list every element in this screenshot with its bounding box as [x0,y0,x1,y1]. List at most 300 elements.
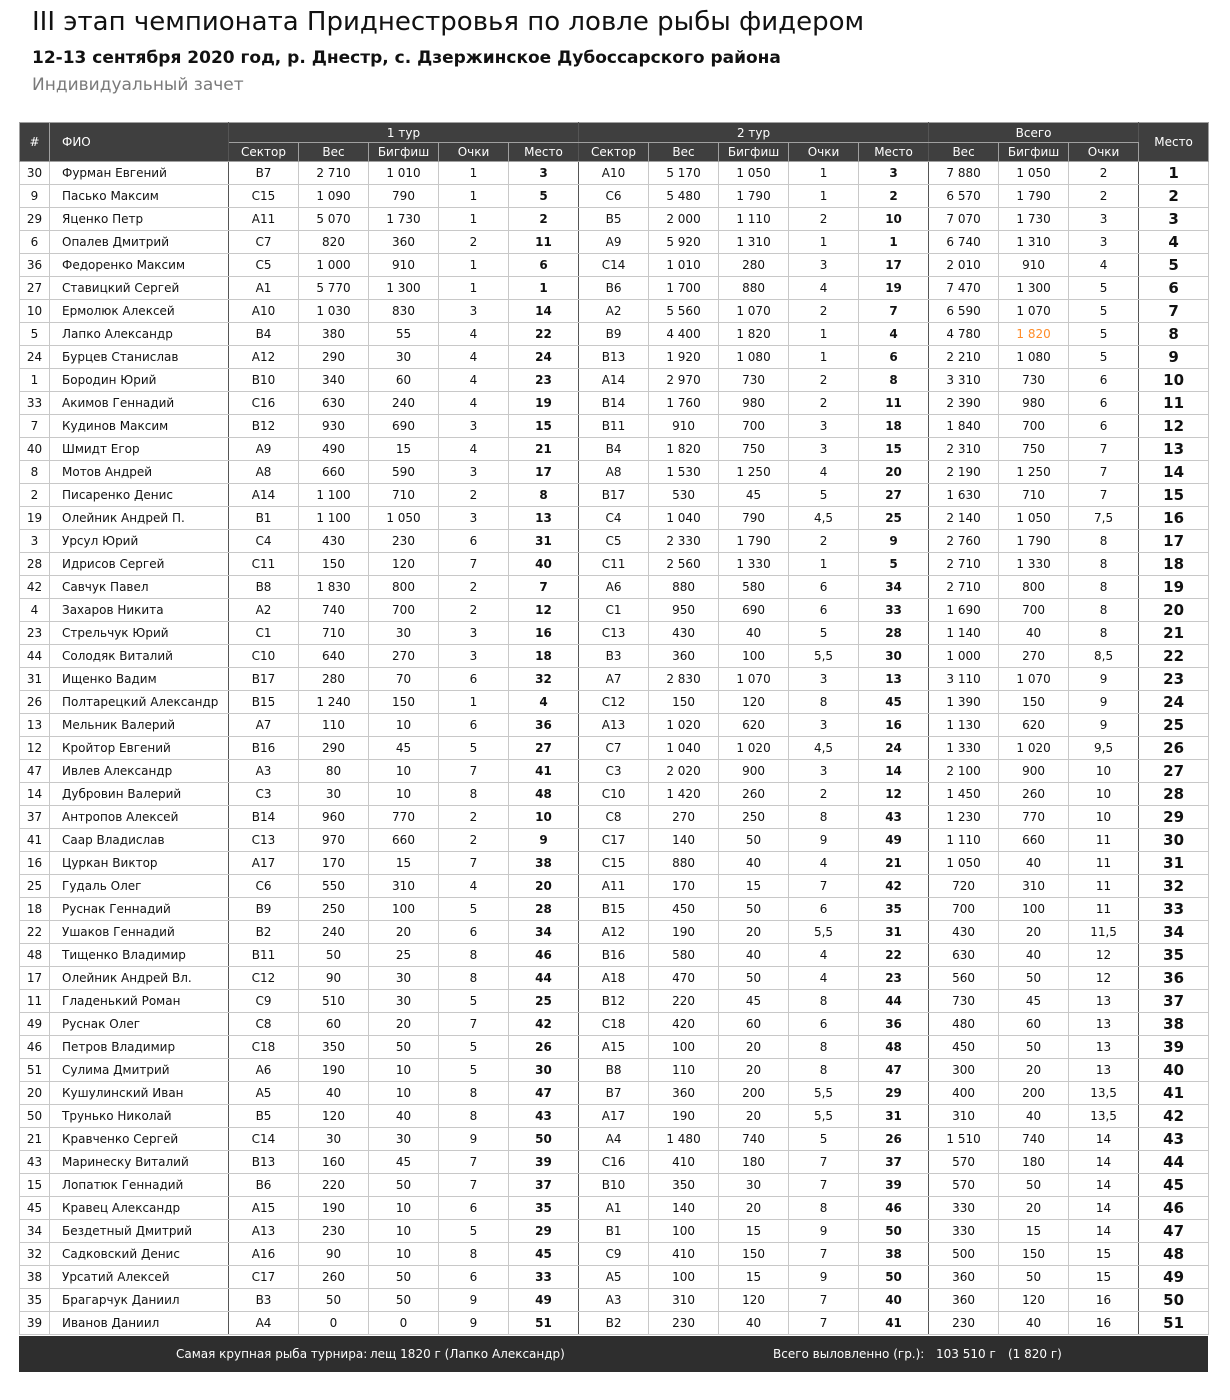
cell-r2-place: 28 [859,622,929,645]
cell-total-weight: 360 [929,1266,999,1289]
cell-r1-place: 50 [509,1128,579,1151]
table-row [20,254,1209,277]
cell-r2-place: 9 [859,530,929,553]
cell-r2-weight: 360 [649,645,719,668]
table-row [20,1013,1209,1036]
cell-r2-bigfish: 260 [719,783,789,806]
cell-r2-sector: B15 [579,898,649,921]
cell-total-bigfish: 710 [999,484,1069,507]
cell-total-weight: 1 690 [929,599,999,622]
cell-total-bigfish: 20 [999,921,1069,944]
cell-final-place: 35 [1139,944,1209,967]
cell-r1-bigfish: 10 [369,783,439,806]
cell-total-points: 14 [1069,1128,1139,1151]
cell-r2-weight: 1 480 [649,1128,719,1151]
cell-total-weight: 2 210 [929,346,999,369]
cell-r2-weight: 4 400 [649,323,719,346]
cell-final-place: 15 [1139,484,1209,507]
cell-total-weight: 1 390 [929,691,999,714]
cell-r1-place: 19 [509,392,579,415]
cell-r1-bigfish: 360 [369,231,439,254]
cell-r2-points: 4 [789,461,859,484]
cell-r2-weight: 1 920 [649,346,719,369]
page-category: Индивидуальный зачет [32,75,244,95]
cell-r1-sector: A15 [229,1197,299,1220]
table-row [20,1243,1209,1266]
cell-r1-points: 5 [439,1220,509,1243]
table-row [20,507,1209,530]
cell-r2-weight: 1 040 [649,507,719,530]
cell-r2-bigfish: 980 [719,392,789,415]
cell-r2-sector: C13 [579,622,649,645]
cell-r2-sector: B4 [579,438,649,461]
cell-r1-sector: B3 [229,1289,299,1312]
cell-r2-bigfish: 120 [719,691,789,714]
cell-r2-sector: A10 [579,162,649,185]
cell-r2-place: 6 [859,346,929,369]
cell-r2-points: 8 [789,806,859,829]
cell-r1-sector: A11 [229,208,299,231]
cell-total-bigfish: 660 [999,829,1069,852]
cell-r1-place: 26 [509,1036,579,1059]
cell-r2-points: 6 [789,599,859,622]
cell-name: Ставицкий Сергей [50,277,229,300]
cell-r2-place: 16 [859,714,929,737]
cell-r2-points: 1 [789,231,859,254]
cell-final-place: 5 [1139,254,1209,277]
cell-r1-sector: C7 [229,231,299,254]
table-row [20,1151,1209,1174]
cell-r2-place: 49 [859,829,929,852]
table-row [20,415,1209,438]
cell-r1-place: 40 [509,553,579,576]
cell-final-place: 16 [1139,507,1209,530]
cell-r1-bigfish: 30 [369,1128,439,1151]
cell-final-place: 7 [1139,300,1209,323]
cell-r1-bigfish: 10 [369,1197,439,1220]
table-row [20,967,1209,990]
cell-r1-weight: 820 [299,231,369,254]
cell-r1-weight: 80 [299,760,369,783]
cell-total-bigfish: 900 [999,760,1069,783]
cell-r2-points: 8 [789,990,859,1013]
cell-r1-bigfish: 15 [369,852,439,875]
cell-r1-points: 4 [439,369,509,392]
cell-r1-place: 48 [509,783,579,806]
cell-r1-sector: B2 [229,921,299,944]
cell-r1-bigfish: 50 [369,1289,439,1312]
cell-name: Федоренко Максим [50,254,229,277]
cell-r2-place: 4 [859,323,929,346]
header-total-points: Очки [1069,143,1139,162]
cell-r2-points: 4 [789,944,859,967]
cell-num: 29 [20,208,50,231]
cell-r2-bigfish: 1 080 [719,346,789,369]
cell-name: Бездетный Дмитрий [50,1220,229,1243]
cell-r2-bigfish: 20 [719,1059,789,1082]
cell-r1-points: 8 [439,1082,509,1105]
cell-r1-bigfish: 50 [369,1266,439,1289]
cell-r2-points: 5,5 [789,1082,859,1105]
cell-r1-points: 6 [439,921,509,944]
cell-r1-bigfish: 30 [369,967,439,990]
cell-r2-sector: A18 [579,967,649,990]
cell-r1-points: 1 [439,691,509,714]
cell-r2-weight: 220 [649,990,719,1013]
cell-name: Петров Владимир [50,1036,229,1059]
cell-r1-bigfish: 45 [369,737,439,760]
cell-r2-sector: B14 [579,392,649,415]
cell-r2-sector: B5 [579,208,649,231]
cell-r2-sector: B17 [579,484,649,507]
cell-r1-sector: C8 [229,1013,299,1036]
cell-total-bigfish: 700 [999,415,1069,438]
cell-r1-points: 6 [439,1266,509,1289]
cell-r2-sector: A2 [579,300,649,323]
cell-total-weight: 360 [929,1289,999,1312]
cell-r1-place: 7 [509,576,579,599]
cell-r1-weight: 0 [299,1312,369,1335]
cell-r1-bigfish: 30 [369,622,439,645]
cell-r2-place: 3 [859,162,929,185]
cell-r2-sector: C4 [579,507,649,530]
cell-r1-place: 51 [509,1312,579,1335]
cell-name: Кушулинский Иван [50,1082,229,1105]
cell-r1-place: 22 [509,323,579,346]
cell-total-weight: 230 [929,1312,999,1335]
cell-r1-sector: A9 [229,438,299,461]
cell-r1-sector: A12 [229,346,299,369]
cell-r2-points: 4 [789,277,859,300]
table-row [20,346,1209,369]
cell-r2-sector: C15 [579,852,649,875]
cell-total-weight: 430 [929,921,999,944]
cell-r2-weight: 1 820 [649,438,719,461]
cell-r2-weight: 100 [649,1266,719,1289]
header-r2-bigfish: Бигфиш [719,143,789,162]
cell-name: Писаренко Денис [50,484,229,507]
cell-name: Трунько Николай [50,1105,229,1128]
cell-r2-sector: C9 [579,1243,649,1266]
cell-final-place: 48 [1139,1243,1209,1266]
cell-r2-place: 43 [859,806,929,829]
cell-r1-sector: B5 [229,1105,299,1128]
cell-r2-points: 8 [789,1059,859,1082]
cell-r1-points: 9 [439,1312,509,1335]
cell-r1-weight: 30 [299,783,369,806]
table-row [20,1036,1209,1059]
cell-r1-place: 29 [509,1220,579,1243]
cell-r1-weight: 230 [299,1220,369,1243]
cell-r2-points: 3 [789,438,859,461]
cell-r1-bigfish: 1 730 [369,208,439,231]
cell-r1-bigfish: 100 [369,898,439,921]
cell-name: Мельник Валерий [50,714,229,737]
table-row [20,1312,1209,1335]
cell-r1-sector: B15 [229,691,299,714]
cell-r2-place: 15 [859,438,929,461]
header-total-bigfish: Бигфиш [999,143,1069,162]
cell-num: 23 [20,622,50,645]
cell-r1-points: 3 [439,507,509,530]
cell-r2-place: 38 [859,1243,929,1266]
cell-r2-weight: 1 760 [649,392,719,415]
cell-final-place: 44 [1139,1151,1209,1174]
cell-total-points: 3 [1069,231,1139,254]
cell-r1-place: 45 [509,1243,579,1266]
cell-total-bigfish: 20 [999,1197,1069,1220]
cell-r1-points: 4 [439,875,509,898]
cell-r1-sector: C12 [229,967,299,990]
cell-name: Цуркан Виктор [50,852,229,875]
cell-r2-bigfish: 20 [719,1197,789,1220]
header-r1-points: Очки [439,143,509,162]
cell-r1-place: 35 [509,1197,579,1220]
cell-r1-place: 37 [509,1174,579,1197]
cell-total-weight: 3 310 [929,369,999,392]
cell-total-bigfish: 40 [999,944,1069,967]
cell-r1-points: 6 [439,714,509,737]
cell-total-weight: 560 [929,967,999,990]
cell-name: Солодяк Виталий [50,645,229,668]
cell-r1-place: 18 [509,645,579,668]
cell-r1-sector: C4 [229,530,299,553]
cell-r1-sector: C14 [229,1128,299,1151]
cell-r2-sector: A9 [579,231,649,254]
cell-r2-points: 1 [789,346,859,369]
header-name: ФИО [50,123,229,162]
cell-r2-sector: C8 [579,806,649,829]
cell-total-points: 3 [1069,208,1139,231]
cell-total-points: 6 [1069,392,1139,415]
cell-r2-place: 41 [859,1312,929,1335]
cell-r1-points: 3 [439,300,509,323]
cell-num: 34 [20,1220,50,1243]
cell-r2-weight: 2 560 [649,553,719,576]
cell-num: 4 [20,599,50,622]
cell-final-place: 43 [1139,1128,1209,1151]
cell-r2-sector: C10 [579,783,649,806]
cell-num: 36 [20,254,50,277]
cell-num: 16 [20,852,50,875]
cell-r1-bigfish: 690 [369,415,439,438]
table-row [20,1105,1209,1128]
cell-r1-weight: 710 [299,622,369,645]
cell-r2-bigfish: 15 [719,1220,789,1243]
cell-total-points: 2 [1069,162,1139,185]
cell-name: Саар Владислав [50,829,229,852]
cell-num: 42 [20,576,50,599]
cell-total-points: 11 [1069,829,1139,852]
cell-total-bigfish: 1 050 [999,162,1069,185]
cell-total-weight: 1 840 [929,415,999,438]
table-row [20,852,1209,875]
cell-r2-sector: C3 [579,760,649,783]
cell-r1-points: 5 [439,737,509,760]
cell-r2-sector: B6 [579,277,649,300]
cell-total-points: 5 [1069,323,1139,346]
cell-r2-bigfish: 15 [719,875,789,898]
cell-final-place: 37 [1139,990,1209,1013]
cell-r1-points: 3 [439,461,509,484]
cell-total-weight: 480 [929,1013,999,1036]
cell-final-place: 22 [1139,645,1209,668]
cell-total-bigfish: 1 080 [999,346,1069,369]
cell-num: 9 [20,185,50,208]
cell-r2-weight: 5 170 [649,162,719,185]
cell-r1-weight: 510 [299,990,369,1013]
biggest-fish-label: Самая крупная рыба турнира: [176,1347,368,1361]
cell-r2-weight: 530 [649,484,719,507]
cell-num: 24 [20,346,50,369]
header-round-2: 2 тур [579,123,929,143]
cell-r1-weight: 1 090 [299,185,369,208]
cell-num: 39 [20,1312,50,1335]
table-row [20,185,1209,208]
cell-total-points: 10 [1069,760,1139,783]
cell-name: Брагарчук Даниил [50,1289,229,1312]
cell-r2-place: 17 [859,254,929,277]
header-total: Всего [929,123,1139,143]
cell-r1-sector: B14 [229,806,299,829]
table-row [20,783,1209,806]
cell-total-points: 9 [1069,691,1139,714]
cell-r2-place: 46 [859,1197,929,1220]
cell-name: Сулима Дмитрий [50,1059,229,1082]
cell-total-points: 9 [1069,668,1139,691]
cell-r1-sector: B11 [229,944,299,967]
table-row [20,1059,1209,1082]
cell-num: 22 [20,921,50,944]
cell-r2-place: 18 [859,415,929,438]
cell-name: Лапко Александр [50,323,229,346]
table-row [20,277,1209,300]
header-round-1: 1 тур [229,123,579,143]
cell-r2-bigfish: 1 070 [719,668,789,691]
cell-r2-place: 50 [859,1220,929,1243]
cell-r2-bigfish: 1 050 [719,162,789,185]
cell-r2-bigfish: 1 020 [719,737,789,760]
cell-r1-sector: C10 [229,645,299,668]
cell-r1-place: 41 [509,760,579,783]
cell-r2-weight: 410 [649,1151,719,1174]
cell-r2-points: 5 [789,622,859,645]
cell-r1-bigfish: 30 [369,990,439,1013]
cell-r2-weight: 2 830 [649,668,719,691]
cell-num: 8 [20,461,50,484]
cell-r1-weight: 40 [299,1082,369,1105]
cell-r2-weight: 1 020 [649,714,719,737]
cell-total-points: 13 [1069,990,1139,1013]
cell-r2-sector: C17 [579,829,649,852]
cell-r1-points: 4 [439,323,509,346]
cell-r1-points: 1 [439,185,509,208]
cell-r1-bigfish: 10 [369,714,439,737]
cell-r2-weight: 910 [649,415,719,438]
cell-total-weight: 450 [929,1036,999,1059]
cell-r2-sector: A5 [579,1266,649,1289]
cell-r1-weight: 290 [299,737,369,760]
cell-r2-bigfish: 40 [719,1312,789,1335]
cell-total-bigfish: 980 [999,392,1069,415]
cell-r2-points: 5 [789,484,859,507]
cell-r1-place: 20 [509,875,579,898]
cell-total-weight: 400 [929,1082,999,1105]
cell-name: Опалев Дмитрий [50,231,229,254]
cell-total-bigfish: 800 [999,576,1069,599]
header-num: # [20,123,50,162]
cell-r1-points: 2 [439,599,509,622]
cell-final-place: 18 [1139,553,1209,576]
cell-r2-bigfish: 1 250 [719,461,789,484]
cell-r2-sector: A14 [579,369,649,392]
cell-final-place: 20 [1139,599,1209,622]
cell-r1-weight: 60 [299,1013,369,1036]
cell-r1-points: 2 [439,576,509,599]
cell-name: Тищенко Владимир [50,944,229,967]
cell-name: Кройтор Евгений [50,737,229,760]
cell-r2-place: 34 [859,576,929,599]
table-header [20,123,1209,162]
cell-r1-place: 1 [509,277,579,300]
cell-r1-sector: B4 [229,323,299,346]
cell-r1-place: 23 [509,369,579,392]
cell-r1-place: 25 [509,990,579,1013]
cell-r1-place: 3 [509,162,579,185]
cell-name: Бурцев Станислав [50,346,229,369]
cell-r2-bigfish: 700 [719,415,789,438]
cell-num: 33 [20,392,50,415]
cell-num: 17 [20,967,50,990]
cell-r1-bigfish: 30 [369,346,439,369]
cell-r2-points: 1 [789,323,859,346]
footer-bar [19,1336,1208,1372]
cell-r1-points: 6 [439,530,509,553]
cell-r1-points: 1 [439,277,509,300]
table-row [20,553,1209,576]
cell-r1-weight: 550 [299,875,369,898]
cell-r1-weight: 2 710 [299,162,369,185]
cell-r1-points: 5 [439,1059,509,1082]
cell-r1-weight: 380 [299,323,369,346]
cell-r1-points: 7 [439,852,509,875]
cell-total-bigfish: 1 820 [999,323,1069,346]
cell-name: Кудинов Максим [50,415,229,438]
cell-r1-weight: 930 [299,415,369,438]
cell-r1-sector: C9 [229,990,299,1013]
cell-r1-bigfish: 60 [369,369,439,392]
cell-r1-place: 38 [509,852,579,875]
cell-name: Иванов Даниил [50,1312,229,1335]
cell-name: Урсул Юрий [50,530,229,553]
cell-r2-weight: 310 [649,1289,719,1312]
cell-r2-place: 8 [859,369,929,392]
cell-r1-place: 43 [509,1105,579,1128]
cell-r2-place: 33 [859,599,929,622]
table-row [20,576,1209,599]
cell-final-place: 32 [1139,875,1209,898]
cell-final-place: 31 [1139,852,1209,875]
cell-r1-sector: C6 [229,875,299,898]
cell-r1-sector: B17 [229,668,299,691]
cell-r2-bigfish: 45 [719,484,789,507]
cell-r2-points: 8 [789,691,859,714]
cell-r1-bigfish: 45 [369,1151,439,1174]
cell-r1-bigfish: 0 [369,1312,439,1335]
cell-r1-sector: B13 [229,1151,299,1174]
cell-r2-points: 3 [789,254,859,277]
cell-r1-sector: C18 [229,1036,299,1059]
